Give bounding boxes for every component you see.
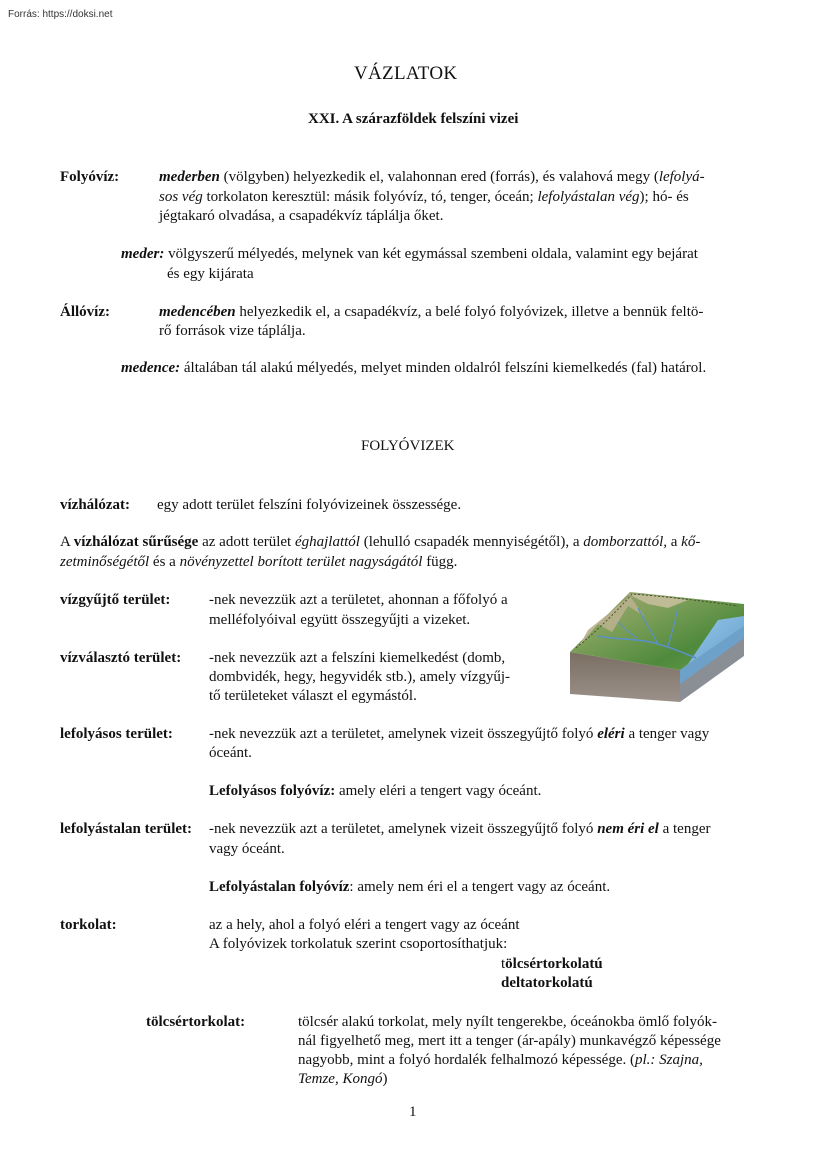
vizvalaszto-line-2: dombvidék, hegy, hegyvidék stb.), amely vízgyűj- <box>209 669 511 685</box>
watershed-terrain-illustration <box>568 586 746 702</box>
lefolyasos-folyoviz: Lefolyásos folyóvíz: amely eléri a tengert vagy óceánt. <box>209 783 542 799</box>
vizgyujto-line-2: melléfolyóival együtt összegyűjti a vizeket. <box>209 612 471 628</box>
lefolyastalan-line-1: -nek nevezzük azt a területet, amelynek vizeit összegyűjtő folyó nem éri el a tenger <box>209 821 711 837</box>
vizvalaszto-line-3: tő területeket választ el egymástól. <box>209 688 417 704</box>
suruseg-line-1: A vízhálózat sűrűsége az adott terület éghajlattól (lehulló csapadék mennyiségétől), a domborzattól, a kő- <box>60 534 701 550</box>
folyoviz-line-2: sos vég torkolaton keresztül: másik folyóvíz, tó, tenger, óceán; lefolyástalan vég); hó- és <box>159 189 689 205</box>
page-title: VÁZLATOK <box>354 63 458 84</box>
vizhalozat-def: egy adott terület felszíni folyóvizeinek összessége. <box>157 497 462 513</box>
tolcser-line-4: Temze, Kongó) <box>298 1071 388 1087</box>
term-torkolat: torkolat: <box>60 917 117 933</box>
folyoviz-line-1: mederben (völgyben) helyezkedik el, valahonnan ered (forrás), és valahová megy (lefolyá- <box>159 169 705 185</box>
torkolat-line-2: A folyóvizek torkolatuk szerint csoportosíthatjuk: <box>209 936 508 952</box>
lefolyastalan-folyoviz: Lefolyástalan folyóvíz: amely nem éri el a tengert vagy az óceánt. <box>209 879 611 895</box>
tolcser-line-3: nagyobb, mint a folyó hordalék felhalmozó képessége. (pl.: Szajna, <box>298 1052 703 1068</box>
lefolyastalan-line-2: vagy óceánt. <box>209 841 285 857</box>
lefolyasos-line-2: óceánt. <box>209 745 252 761</box>
page-subtitle: XXI. A szárazföldek felszíni vizei <box>308 111 519 127</box>
page-number: 1 <box>409 1104 417 1120</box>
term-vizhalozat: vízhálózat: <box>60 497 130 513</box>
vizgyujto-line-1: -nek nevezzük azt a területet, ahonnan a főfolyó a <box>209 592 508 608</box>
term-tolcsertorkolat: tölcsértorkolat: <box>146 1014 246 1030</box>
term-lefolyastalan: lefolyástalan terület: <box>60 821 193 837</box>
folyoviz-line-3: jégtakaró olvadása, a csapadékvíz táplálja őket. <box>159 208 444 224</box>
medence-line-1: medence: általában tál alakú mélyedés, melyet minden oldalról felszíni kiemelkedés (fal) határol. <box>121 360 707 376</box>
torkolat-group-2: deltatorkolatú <box>501 975 593 991</box>
vizvalaszto-line-1: -nek nevezzük azt a felszíni kiemelkedést (domb, <box>209 650 506 666</box>
torkolat-group-1: tölcsértorkolatú <box>501 956 603 972</box>
section-heading: FOLYÓVIZEK <box>361 438 455 454</box>
alloviz-line-2: rő források vize táplálja. <box>159 323 306 339</box>
torkolat-line-1: az a hely, ahol a folyó eléri a tengert vagy az óceánt <box>209 917 520 933</box>
term-alloviz: Állóvíz: <box>60 304 110 320</box>
meder-line-1: meder: völgyszerű mélyedés, melynek van két egymással szembeni oldala, valamint egy bejárat <box>121 246 698 262</box>
source-note: Forrás: https://doksi.net <box>8 9 113 20</box>
tolcser-line-2: nál figyelhető meg, mert itt a tenger (ár-apály) munkavégző képessége <box>298 1033 721 1049</box>
meder-line-2: és egy kijárata <box>167 266 254 282</box>
term-lefolyasos: lefolyásos terület: <box>60 726 173 742</box>
suruseg-line-2: zetminőségétől és a növényzettel borított terület nagyságától függ. <box>60 554 458 570</box>
alloviz-line-1: medencében helyezkedik el, a csapadékvíz, a belé folyó folyóvizek, illetve a bennük feltö- <box>159 304 704 320</box>
term-folyoviz: Folyóvíz: <box>60 169 120 185</box>
term-vizvalaszto: vízválasztó terület: <box>60 650 182 666</box>
lefolyasos-line-1: -nek nevezzük azt a területet, amelynek vizeit összegyűjtő folyó eléri a tenger vagy <box>209 726 710 742</box>
tolcser-line-1: tölcsér alakú torkolat, mely nyílt tengerekbe, óceánokba ömlő folyók- <box>298 1014 718 1030</box>
term-vizgyujto: vízgyűjtő terület: <box>60 592 171 608</box>
